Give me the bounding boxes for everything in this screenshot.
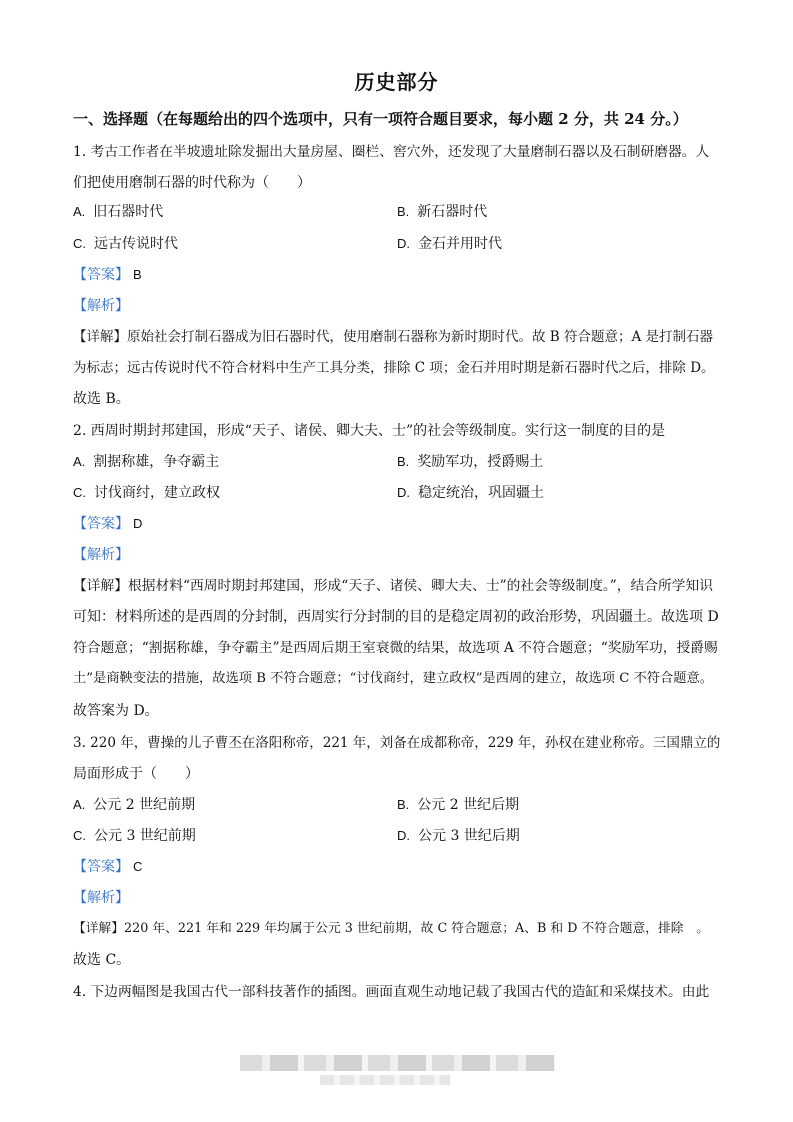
question-1-detail-line-1: 【详解】原始社会打制石器成为旧石器时代，使用磨制石器称为新时期时代。故 B 符合题意；A 是打制石器: [73, 329, 714, 345]
question-2-option-c: C. 讨伐商纣，建立政权: [73, 485, 220, 501]
question-1-option-a: A. 旧石器时代: [73, 204, 164, 220]
question-2-option-a: A. 割据称雄，争夺霸主: [73, 454, 220, 470]
question-2-detail-line-3: 符合题意；“割据称雄，争夺霸主”是西周后期王室衰微的结果，故选项 A 不符合题意；“奖励军功，授爵赐: [73, 640, 718, 656]
question-3-option-c: C. 公元 3 世纪前期: [73, 828, 196, 844]
question-1-option-d: D. 金石并用时代: [397, 236, 502, 252]
section-heading: 一、选择题（在每题给出的四个选项中，只有一项符合题目要求，每小题 2 分，共 24 分。）: [73, 110, 688, 128]
question-4-stem-line-1: 4. 下边两幅图是我国古代一部科技著作的插图。画面直观生动地记载了我国古代的造缸和采煤技术。由此: [73, 984, 710, 1000]
question-1-option-c: C. 远古传说时代: [73, 236, 178, 252]
question-2-answer: 【答案】 D: [73, 516, 143, 532]
question-3-stem-line-2: 局面形成于（ ）: [73, 766, 199, 782]
question-2-detail-line-5: 故答案为 D。: [73, 703, 159, 719]
question-1-analysis-label: 【解析】: [73, 298, 129, 314]
question-2-option-b: B. 奖励军功，授爵赐土: [397, 454, 544, 470]
question-2-detail-line-4: 土”是商鞅变法的措施，故选项 B 不符合题意；“讨伐商纣，建立政权”是西周的建立，故选项 C 不符合题意。: [73, 671, 714, 686]
question-3-answer: 【答案】 C: [73, 859, 143, 875]
question-2-option-d: D. 稳定统治，巩固疆土: [397, 485, 544, 501]
blurred-footer-watermark-2: [320, 1075, 450, 1085]
question-1-option-b: B. 新石器时代: [397, 204, 488, 220]
page-title: 历史部分: [354, 70, 439, 94]
question-1-stem-line-2: 们把使用磨制石器的时代称为（ ）: [73, 175, 311, 191]
question-3-option-b: B. 公元 2 世纪后期: [397, 797, 520, 813]
question-3-analysis-label: 【解析】: [73, 890, 129, 906]
question-1-detail-line-2: 为标志；远古传说时代不符合材料中生产工具分类，排除 C 项；金石并用时期是新石器时代之后，排除 D。: [73, 360, 715, 376]
question-1-stem-line-1: 1. 考古工作者在半坡遗址除发掘出大量房屋、圈栏、窖穴外，还发现了大量磨制石器以及石制研磨器。人: [73, 144, 710, 160]
question-3-detail-line-2: 故选 C。: [73, 952, 131, 968]
question-3-stem-line-1: 3. 220 年，曹操的儿子曹丕在洛阳称帝，221 年，刘备在成都称帝，229 年，孙权在建业称帝。三国鼎立的: [73, 735, 721, 751]
question-3-detail-line-1: 【详解】220 年、221 年和 229 年均属于公元 3 世纪前期，故 C 符合题意；A、B 和 D 不符合题意，排除 。: [73, 921, 710, 936]
question-2-analysis-label: 【解析】: [73, 547, 129, 563]
question-3-option-d: D. 公元 3 世纪后期: [397, 828, 520, 844]
blurred-footer-watermark: [240, 1055, 555, 1071]
question-1-detail-line-3: 故选 B。: [73, 391, 130, 407]
question-2-detail-line-2: 可知：材料所述的是西周的分封制，西周实行分封制的目的是稳定周初的政治形势，巩固疆土。故选项 D: [73, 609, 719, 625]
question-2-stem-line-1: 2. 西周时期封邦建国，形成“天子、诸侯、卿大夫、士”的社会等级制度。实行这一制度的目的是: [73, 423, 666, 439]
question-1-answer: 【答案】 B: [73, 267, 142, 283]
question-3-option-a: A. 公元 2 世纪前期: [73, 797, 196, 813]
question-2-detail-line-1: 【详解】根据材料“西周时期封邦建国，形成“天子、诸侯、卿大夫、士”的社会等级制度。”，结合所学知识: [73, 578, 714, 594]
